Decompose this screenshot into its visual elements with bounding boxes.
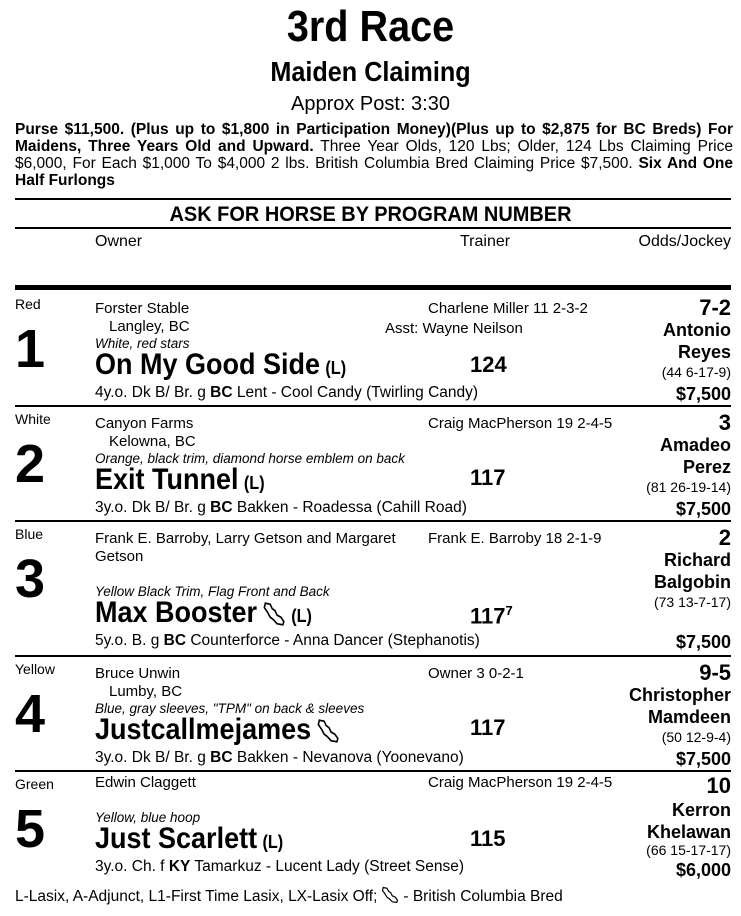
silks-description: Blue, gray sleeves, "TPM" on back & sleeves [95,701,365,716]
program-notice: ASK FOR HORSE BY PROGRAM NUMBER [169,203,572,226]
owner-name: Forster Stable [95,300,190,317]
weight [470,715,506,741]
breeding-pedigree: Counterforce - Anna Dancer (Stephanotis) [186,632,480,649]
program-number: 2 [15,434,46,494]
weight-value: 117 [470,465,506,490]
race-conditions [15,121,733,189]
odds-column-header: Odds/Jockey [638,233,731,250]
breeding-age-sex: 4y.o. Dk B/ Br. g [95,384,211,401]
silks-description: White, red stars [95,336,190,351]
entry-row [15,659,731,771]
silks-description: Orange, black trim, diamond horse emblem on back [95,451,405,466]
breeding-state: BC [163,632,187,649]
medication: (L) [262,832,284,852]
breeding-age-sex: 3y.o. Dk B/ Br. g [95,749,211,766]
post-time: Approx Post: 3:30 [291,93,450,115]
owner-name: Frank E. Barroby, Larry Getson and Margaret [95,530,396,547]
morning-line-odds: 9-5 [699,660,731,685]
trainer: Craig MacPherson 19 2-4-5 [428,774,613,791]
silks-description: Yellow Black Trim, Flag Front and Back [95,584,330,599]
jockey-last-name: Perez [682,457,731,477]
saddle-cloth-color: Green [15,776,54,792]
breeding-state: BC [210,384,233,401]
legend [15,886,563,906]
saddle-cloth-color: White [15,411,51,427]
horse-name: Max Booster [95,596,258,629]
race-title: 3rd Race [286,2,455,51]
owner-location: Kelowna, BC [109,433,196,450]
jockey-last-name: Khelawan [646,822,731,842]
weight-value: 115 [470,826,506,851]
horse-name: Just Scarlett [95,822,258,855]
assistant-trainer: Asst: Wayne Neilson [385,320,523,337]
bc-bred-icon [317,718,340,744]
conditions-purse: Purse $11,500. (Plus up to $1,800 in Participation Money)(Plus up to $2,875 for BC Breds) For Maidens, Three Years Old and Upward. [15,121,733,155]
jockey-stats: (50 12-9-4) [661,729,731,745]
horse-name: Exit Tunnel [95,463,239,496]
jockey-stats: (81 26-19-14) [646,479,731,495]
owner-location: Langley, BC [109,318,190,335]
program-number: 3 [15,549,46,609]
morning-line-odds: 10 [706,773,731,798]
entry-divider [15,770,731,772]
medication: (L) [325,358,347,378]
jockey-first-name: Richard [663,550,731,570]
saddle-cloth-color: Blue [15,526,44,542]
owner-name-cont: Getson [95,548,144,565]
medication: (L) [243,473,265,493]
program-number: 1 [15,319,46,379]
silks-description: Yellow, blue hoop [95,810,201,825]
jockey-first-name: Antonio [663,320,731,340]
horse-name: Justcallmejames [95,713,312,746]
weight-allowance: 7 [505,603,513,618]
divider [15,198,731,200]
breeding-state: KY [168,858,191,875]
morning-line-odds: 3 [718,410,731,435]
entry-row [15,409,731,521]
breeding-line [95,384,478,402]
breeding-age-sex: 5y.o. B. g [95,632,164,649]
entry-divider [15,405,731,407]
legend-bc-bred: - British Columbia Bred [403,888,563,905]
claiming-price: $7,500 [675,749,731,769]
bc-bred-icon [262,601,285,627]
divider [15,285,731,290]
horse-name-line [95,713,340,747]
jockey-stats: (73 13-7-17) [653,594,731,610]
claiming-price: $6,000 [675,860,731,880]
saddle-cloth-color: Yellow [15,661,55,677]
owner-name: Bruce Unwin [95,665,181,682]
divider [15,227,731,229]
race-type: Maiden Claiming [270,56,471,87]
medication: (L) [291,606,312,626]
owner-name: Canyon Farms [95,415,194,432]
owner-name: Edwin Claggett [95,774,196,791]
bc-bred-icon [381,886,399,904]
jockey-last-name: Reyes [677,342,731,362]
jockey-stats: (44 6-17-9) [661,364,731,380]
trainer-column-header: Trainer [460,233,511,250]
trainer: Frank E. Barroby 18 2-1-9 [428,530,602,547]
trainer: Owner 3 0-2-1 [428,665,524,682]
weight [470,826,506,852]
breeding-age-sex: 3y.o. Ch. f [95,858,169,875]
jockey-last-name: Mamdeen [647,707,731,727]
weight [470,352,507,378]
owner-column-header: Owner [95,233,143,250]
claiming-price: $7,500 [675,384,731,404]
weight-value: 124 [470,352,507,377]
breeding-state: BC [210,749,233,766]
breeding-pedigree: Lent - Cool Candy (Twirling Candy) [232,384,479,401]
morning-line-odds: 7-2 [699,295,731,320]
conditions-distance: Six And One Half Furlongs [15,155,733,189]
horse-name-line [95,463,265,500]
trainer: Craig MacPherson 19 2-4-5 [428,415,613,432]
horse-name-line [95,596,312,633]
breeding-age-sex: 3y.o. Dk B/ Br. g [95,499,211,516]
breeding-line [95,499,467,517]
breeding-state: BC [210,499,233,516]
jockey-first-name: Amadeo [659,435,731,455]
breeding-line [95,632,480,650]
jockey-first-name: Christopher [628,685,731,705]
jockey-first-name: Kerron [671,800,731,820]
horse-name-line [95,822,283,859]
entry-row [15,294,731,406]
entry-row [15,774,731,886]
program-number: 4 [15,684,46,744]
trainer: Charlene Miller 11 2-3-2 [428,300,588,317]
entry-row [15,524,731,652]
horse-name-line [95,348,346,385]
legend-medications: L-Lasix, A-Adjunct, L1-First Time Lasix, LX-Lasix Off; [15,888,378,905]
entry-divider [15,520,731,522]
conditions-weights: Three Year Olds, 120 Lbs; Older, 124 Lbs Claiming Price $6,000, For Each $1,000 To $4,000 2 lbs. British Columbia Bred Claiming Price $7,500. [15,138,733,172]
breeding-pedigree: Tamarkuz - Lucent Lady (Street Sense) [190,858,465,875]
weight-value: 117 [470,603,506,629]
breeding-line [95,749,464,767]
weight [470,598,513,629]
breeding-pedigree: Bakken - Nevanova (Yoonevano) [232,749,464,766]
claiming-price: $7,500 [675,499,731,519]
claiming-price: $7,500 [675,632,731,652]
horse-name: On My Good Side [95,348,321,381]
jockey-last-name: Balgobin [654,572,731,592]
breeding-pedigree: Bakken - Roadessa (Cahill Road) [232,499,467,516]
morning-line-odds: 2 [718,525,731,550]
saddle-cloth-color: Red [15,296,41,312]
entry-divider [15,655,731,657]
breeding-line [95,858,464,876]
owner-location: Lumby, BC [109,683,183,700]
program-number: 5 [15,799,46,859]
jockey-stats: (66 15-17-17) [646,842,731,858]
weight-value: 117 [470,715,506,740]
weight [470,465,506,491]
